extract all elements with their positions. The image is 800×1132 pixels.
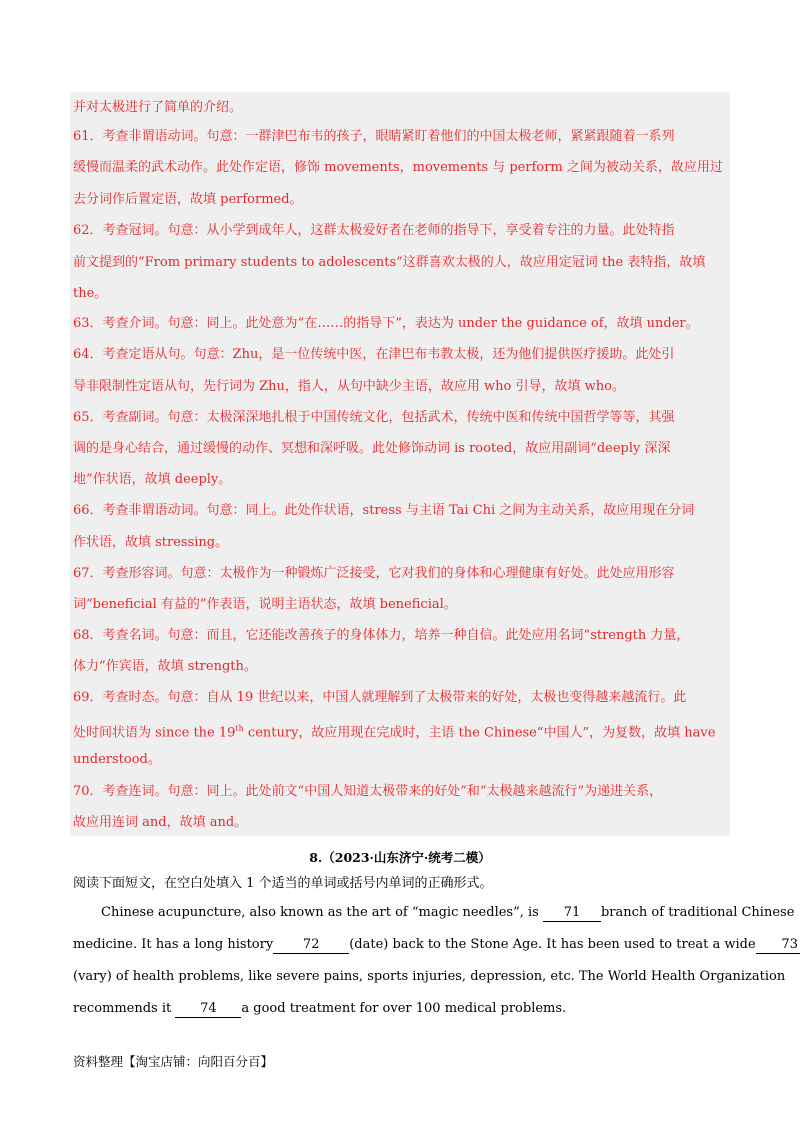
passage-text: branch of traditional Chinese xyxy=(600,905,795,920)
explanation-line: 65．考查副词。句意：太极深深地扎根于中国传统文化，包括武术，传统中医和传统中国哲学等等，其强 xyxy=(73,410,675,425)
explanation-text: 处时间状语为 since the 19 xyxy=(73,725,236,741)
passage-text: Chinese acupuncture, also known as the art of “magic needles”, is xyxy=(101,905,539,920)
ordinal-suffix: th xyxy=(235,724,244,733)
blank-71[interactable]: 71 xyxy=(543,905,601,922)
explanation-line: 61．考查非谓语动词。句意：一群津巴布韦的孩子，眼睛紧盯着他们的中国太极老师，紧紧跟随着一系列 xyxy=(73,129,675,144)
explanation-line: 故应用连词 and，故填 and。 xyxy=(73,815,248,830)
blank-73[interactable]: 73 xyxy=(756,937,800,954)
explanation-line: 70．考查连词。句意：同上。此处前文“中国人知道太极带来的好处”和“太极越来越流行”为递进关系， xyxy=(73,784,663,799)
question-title: 8.（2023·山东济宁·统考二模） xyxy=(309,850,491,865)
passage-text: recommends it xyxy=(73,1001,172,1016)
explanation-line: 67．考查形容词。句意：太极作为一种锻炼广泛接受，它对我们的身体和心理健康有好处。此处应用形容 xyxy=(73,566,675,581)
explanation-line: 68．考查名词。句意：而且，它还能改善孩子的身体体力，培养一种自信。此处应用名词“strength 力量， xyxy=(73,628,690,643)
passage-text: medicine. It has a long history xyxy=(73,937,274,952)
passage-line: (vary) of health problems, like severe pains, sports injuries, depression, etc. The World Health Organization xyxy=(73,969,786,984)
explanation-line: 66．考查非谓语动词。句意：同上。此处作状语，stress 与主语 Tai Chi 之间为主动关系，故应用现在分词 xyxy=(73,503,695,518)
explanation-line: 词“beneficial 有益的”作表语，说明主语状态，故填 beneficial。 xyxy=(73,597,457,612)
explanation-line: 作状语，故填 stressing。 xyxy=(73,535,229,550)
explanation-text: century，故应用现在完成时，主语 the Chinese“中国人”，为复数，故填 have xyxy=(243,725,716,741)
explanation-line: 63．考查介词。句意：同上。此处意为“在……的指导下”，表达为 under the guidance of，故填 under。 xyxy=(73,316,699,331)
passage-text: (date) back to the Stone Age. It has been used to treat a wide xyxy=(349,937,756,952)
explanation-line: 去分词作后置定语，故填 performed。 xyxy=(73,192,303,207)
footer-note: 资料整理【淘宝店铺：向阳百分百】 xyxy=(73,1054,274,1069)
explanation-line: 并对太极进行了简单的介绍。 xyxy=(73,100,243,115)
explanation-line: 缓慢而温柔的武术动作。此处作定语，修饰 movements，movements 与 perform 之间为被动关系，故应用过 xyxy=(73,160,723,175)
blank-74[interactable]: 74 xyxy=(175,1001,241,1018)
explanation-line xyxy=(73,721,715,741)
passage-line xyxy=(101,905,794,922)
explanation-line: the。 xyxy=(73,286,108,301)
explanation-line: 69．考查时态。句意：自从 19 世纪以来，中国人就理解到了太极带来的好处，太极也变得越来越流行。此 xyxy=(73,690,687,705)
explanation-line: 64．考查定语从句。句意：Zhu，是一位传统中医，在津巴布韦教太极，还为他们提供医疗援助。此处引 xyxy=(73,347,675,362)
explanation-line: 体力”作宾语，故填 strength。 xyxy=(73,659,257,674)
explanation-line: 前文提到的“From primary students to adolescents”这群喜欢太极的人，故应用定冠词 the 表特指，故填 xyxy=(73,255,706,270)
passage-line xyxy=(73,1001,566,1018)
question-instruction: 阅读下面短文，在空白处填入 1 个适当的单词或括号内单词的正确形式。 xyxy=(73,876,493,891)
passage-line xyxy=(73,937,800,954)
explanation-line: 导非限制性定语从句，先行词为 Zhu，指人，从句中缺少主语，故应用 who 引导，故填 who。 xyxy=(73,379,625,394)
explanation-line: 地”作状语，故填 deeply。 xyxy=(73,472,232,487)
passage-text: a good treatment for over 100 medical problems. xyxy=(241,1001,567,1016)
explanation-line: 62．考查冠词。句意：从小学到成年人，这群太极爱好者在老师的指导下，享受着专注的力量。此处特指 xyxy=(73,223,675,238)
blank-72[interactable]: 72 xyxy=(273,937,349,954)
explanation-line: 调的是身心结合，通过缓慢的动作、冥想和深呼吸。此处修饰动词 is rooted，故应用副词“deeply 深深 xyxy=(73,441,671,456)
explanation-line: understood。 xyxy=(73,752,161,767)
